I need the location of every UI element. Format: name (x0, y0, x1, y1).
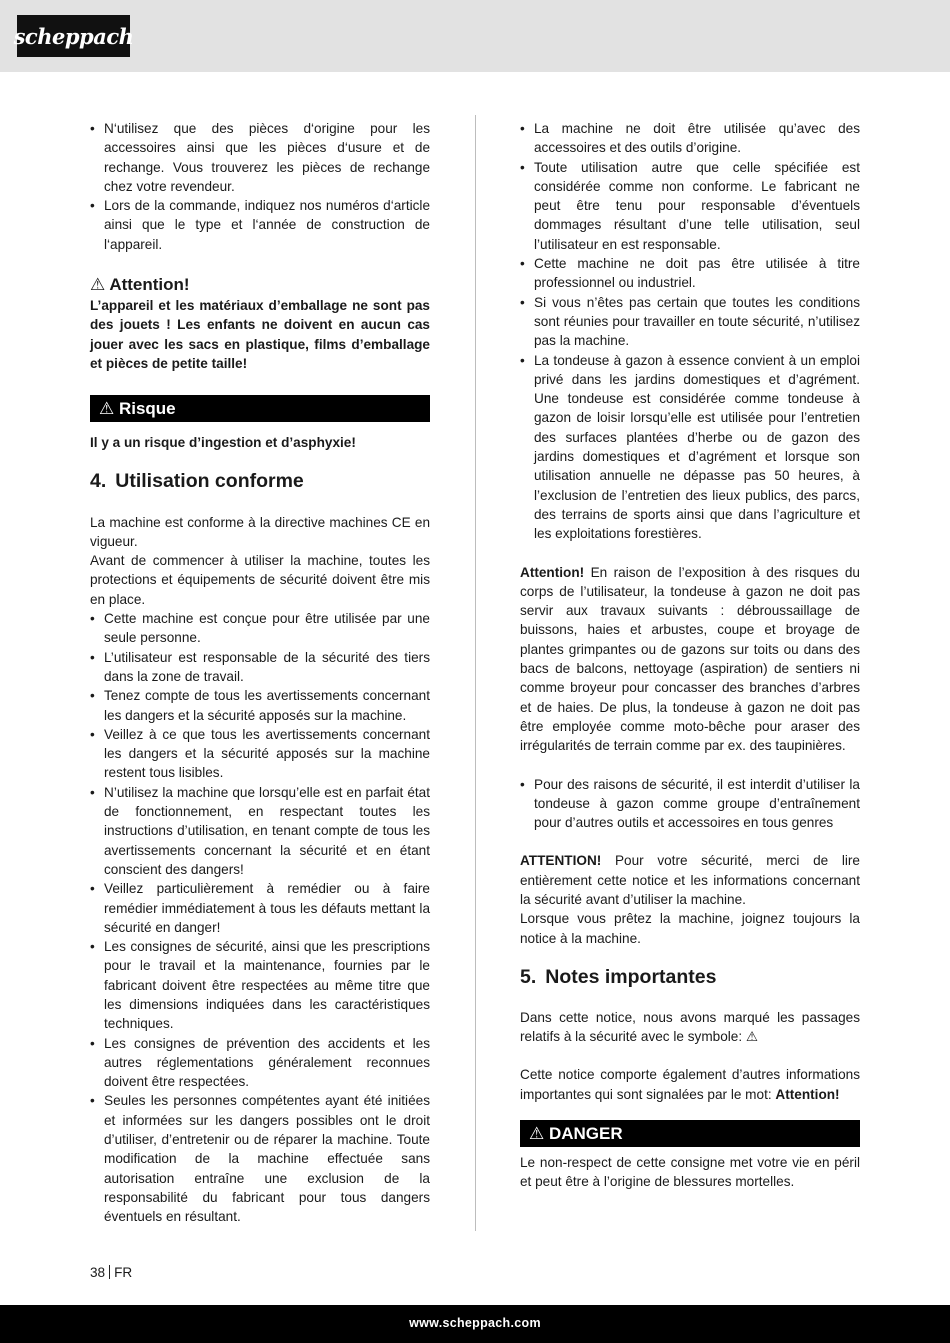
right-column (520, 119, 860, 1192)
attention-label: ATTENTION! (520, 853, 602, 869)
list-item: • Les consignes de prévention des accidents et les autres réglementations généralement reconnues doivent être respectées. (90, 1034, 430, 1092)
list-item: • La machine ne doit être utilisée qu’avec des accessoires et des outils d’origine. (520, 119, 860, 158)
attention-label: Attention! (520, 564, 585, 580)
paragraph: Lorsque vous prêtez la machine, joignez toujours la notice à la machine. (520, 911, 860, 946)
risk-text: Il y a un risque d’ingestion et d’asphyxie! (90, 435, 356, 451)
paragraph: Cette notice comporte également d’autres informations importantes qui sont signalées par le mot: Attention! (520, 1067, 860, 1102)
bullet-list (90, 119, 430, 254)
attention-paragraph: Attention! En raison de l’exposition à des risques du corps de l’utilisateur, la tondeuse à gazon ne doit pas servir aux travaux suivants : débroussaillage de buissons, haies et arbustes, coupe et broyage de plantes grimpantes ou de gazons sur toits ou dans des bacs de balcons, nettoyage (aspiration) de sentiers ni comme broyeur pour concasser des branches d’arbres et de haies. De plus, la tondeuse à gazon ne doit pas être employée comme moto-bêche pour araser des irrégularités de terrain comme par ex. des taupinières. (520, 564, 860, 754)
list-item: • La tondeuse à gazon à essence convient à un emploi privé dans les jardins domestiques et d’agrément. Une tondeuse est considérée comme tondeuse à gazon de loisir lorsqu’elle est utilisée pour l’entretien des surfaces plantées d’herbe ou de gazon des jardins domestiques et d’agrément et lorsque son utilisation annuelle ne dépasse pas 50 heures, à l’exclusion de l’entretien des lieux publics, des parcs, des terrains de sports ainsi que dans l’agriculture et les exploitations forestières. (520, 351, 860, 544)
list-item: • Les consignes de sécurité, ainsi que les prescriptions pour le travail et la maintenance, fournies par le fabricant doivent être respectées au même titre que les dimensions indiquées dans les caractéristiques techniques. (90, 937, 430, 1033)
list-item: • Seules les personnes compétentes ayant été initiées et informées sur les dangers possibles ont le droit d’utiliser, d’entretenir ou de réparer la machine. Toute modification de la machine effectuée sans autorisation entraîne une exclusion de la responsabilité du fabricant pour tous dangers éventuels en résultant. (90, 1091, 430, 1226)
footer-bar (0, 1305, 950, 1343)
footer-separator (109, 1265, 110, 1279)
attention-text: L’appareil et les matériaux d’emballage ne sont pas des jouets ! Les enfants ne doivent en aucun cas jouer avec les sacs en plastique, films d’emballage et pièces de petite taille! (90, 298, 430, 371)
list-item: • Si vous n’êtes pas certain que toutes les conditions sont réunies pour travailler en toute sécurité, n’utilisez pas la machine. (520, 293, 860, 351)
attention-heading: ⚠ Attention! (90, 275, 190, 295)
list-item: • Tenez compte de tous les avertissements concernant les dangers et la sécurité apposés sur la machine. (90, 686, 430, 725)
list-item: • Veillez à ce que tous les avertissements concernant les dangers et la sécurité apposés sur la machine restent tous lisibles. (90, 725, 430, 783)
list-item: • Toute utilisation autre que celle spécifiée est considérée comme non conforme. Le fabricant ne peut être tenu pour responsable d’éventuels dommages résultant d’une telle utilisation, seul l’utilisateur en est responsable. (520, 158, 860, 254)
scheppach-logo: scheppach (17, 15, 130, 57)
section-4-heading (90, 469, 430, 493)
bullet-list (90, 609, 430, 1227)
list-item: • Lors de la commande, indiquez nos numéros d‘article ainsi que le type et l‘année de construction de l‘appareil. (90, 196, 430, 254)
list-item: • L’utilisateur est responsable de la sécurité des tiers dans la zone de travail. (90, 648, 430, 687)
list-item: • Pour des raisons de sécurité, il est interdit d’utiliser la tondeuse à gazon comme groupe d’entraînement pour d’autres outils et accessoires en tous genres (520, 775, 860, 833)
danger-banner: ⚠ DANGER (520, 1120, 860, 1147)
paragraph: Avant de commencer à utiliser la machine, toutes les protections et équipements de sécurité doivent être mis en place. (90, 553, 430, 607)
page-footer (90, 1265, 132, 1280)
list-item: • N‘utilisez que des pièces d‘origine pour les accessoires ainsi que les pièces d‘usure et de rechange. Vous trouverez les pièces de rechange chez votre revendeur. (90, 119, 430, 196)
column-divider (475, 115, 476, 1231)
page-number: 38 (90, 1265, 106, 1280)
section-5-heading (520, 965, 860, 989)
website-link[interactable]: www.scheppach.com (409, 1316, 541, 1330)
section-number: 4. (90, 469, 107, 492)
attention-paragraph: ATTENTION! Pour votre sécurité, merci de lire entièrement cette notice et les informations concernant la sécurité avant d’utiliser la machine. (520, 853, 860, 907)
bullet-list (520, 119, 860, 544)
left-column (90, 119, 430, 1227)
danger-text: Le non-respect de cette consigne met votre vie en péril et peut être à l’origine de blessures mortelles. (520, 1155, 860, 1190)
bullet-list (520, 775, 860, 833)
language-code: FR (114, 1265, 133, 1280)
section-title: Utilisation conforme (115, 469, 304, 492)
header-bar (0, 0, 950, 72)
risk-banner: ⚠ Risque (90, 395, 430, 422)
paragraph: Dans cette notice, nous avons marqué les passages relatifs à la sécurité avec le symbole: ⚠ (520, 1009, 860, 1045)
list-item: • Cette machine est conçue pour être utilisée par une seule personne. (90, 609, 430, 648)
list-item: • Veillez particulièrement à remédier ou à faire remédier immédiatement à tous les défauts mettant la sécurité en danger! (90, 879, 430, 937)
section-title: Notes importantes (545, 965, 717, 988)
paragraph: La machine est conforme à la directive machines CE en vigueur. (90, 514, 430, 549)
section-number: 5. (520, 965, 537, 988)
list-item: • N’utilisez la machine que lorsqu’elle est en parfait état de fonctionnement, en respectant toutes les instructions d’utilisation, en tenant compte de tous les avertissements concernant la sécurité et en étant conscient des dangers! (90, 783, 430, 879)
list-item: • Cette machine ne doit pas être utilisée à titre professionnel ou industriel. (520, 254, 860, 293)
